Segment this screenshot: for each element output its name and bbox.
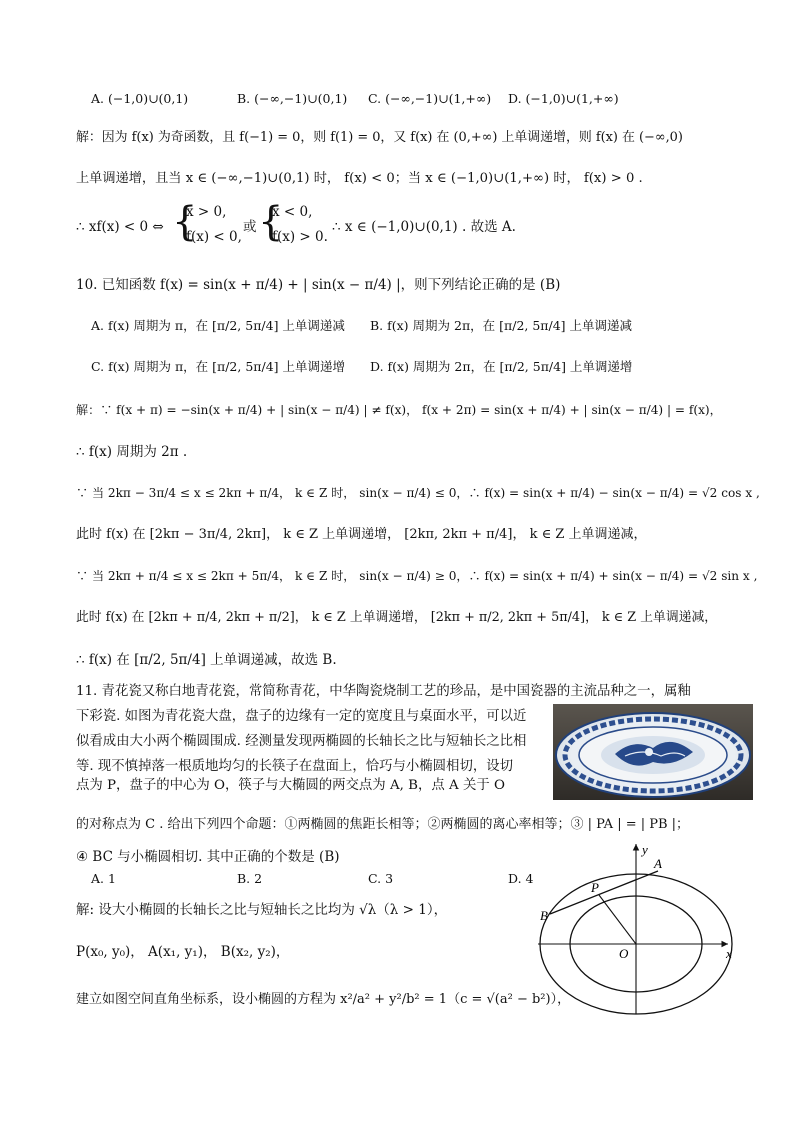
q11-solution-line-2: P(x₀, y₀)， A(x₁, y₁)， B(x₂, y₂)， [76,944,290,960]
label-b: B [540,908,548,923]
q9-equivalence-prefix: ∴ xf(x) < 0 ⇔ [76,219,164,235]
q11-option-b: B. 2 [237,871,263,886]
q10-solution-line-4: 此时 f(x) 在 [2kπ − 3π/4, 2kπ]， k ∈ Z 上单调递增， [2kπ, 2kπ + π/4]， k ∈ Z 上单调递减， [76,527,647,542]
q9-system-1-row-1: x > 0, [186,204,227,220]
q11-line-4: 等. 现不慎掉落一根质地均匀的长筷子在盘面上，恰巧与小椭圆相切，设切 [76,759,514,774]
q11-line-5: 点为 P，盘子的中心为 O，筷子与大椭圆的两交点为 A, B，点 A 关于 O [76,778,505,793]
label-a: A [654,856,662,871]
q11-line-3: 似看成由大小两个椭圆围成. 经测量发现两椭圆的长轴长之比与短轴长之比相 [76,734,527,749]
porcelain-plate-photo [553,704,753,800]
label-p: P [591,880,599,895]
q9-system-2-row-1: x < 0, [272,204,313,220]
q10-solution-line-5: ∵ 当 2kπ + π/4 ≤ x ≤ 2kπ + 5π/4， k ∈ Z 时， sin(x − π/4) ≥ 0，∴ f(x) = sin(x + π/4) + sin(x − π/4) = √2 sin x , [76,569,758,583]
segment-op [599,895,636,944]
q9-system-1-row-2: f(x) < 0, [186,229,242,245]
label-o: O [619,946,629,961]
q9-conclusion: ∴ x ∈ (−1,0)∪(0,1) . 故选 A. [332,219,516,235]
q11-solution-line-3: 建立如图空间直角坐标系，设小椭圆的方程为 x²/a² + y²/b² = 1（c = √(a² − b²)）， [76,992,571,1007]
q9-option-b: B. (−∞,−1)∪(0,1) [237,91,348,106]
q9-solution-line-2: 上单调递增，且当 x ∈ (−∞,−1)∪(0,1) 时， f(x) < 0；当 x ∈ (−1,0)∪(1,+∞) 时， f(x) > 0 . [76,171,643,186]
q11-line-2: 下彩瓷. 如图为青花瓷大盘，盘子的边缘有一定的宽度且与桌面水平，可以近 [76,709,527,724]
ellipse-diagram [530,838,740,1018]
q9-or: 或 [243,219,257,235]
q9-option-c: C. (−∞,−1)∪(1,+∞) [368,91,492,106]
q10-stem: 10. 已知函数 f(x) = sin(x + π/4) + | sin(x − π/4) |，则下列结论正确的是 (B) [76,277,561,293]
q9-solution-line-1: 解：因为 f(x) 为奇函数，且 f(−1) = 0，则 f(1) = 0，又 f(x) 在 (0,+∞) 上单调递增，则 f(x) 在 (−∞,0) [76,130,683,145]
q9-option-a: A. (−1,0)∪(0,1) [91,91,189,106]
q9-system-1 [172,198,242,254]
q9-brace-2: { [258,199,284,245]
q10-solution-line-3: ∵ 当 2kπ − 3π/4 ≤ x ≤ 2kπ + π/4， k ∈ Z 时， sin(x − π/4) ≤ 0，∴ f(x) = sin(x + π/4) − sin(x − π/4) = √2 cos x , [76,486,760,500]
q11-option-c: C. 3 [368,871,394,886]
label-x: x [726,946,732,961]
q10-option-b: B. f(x) 周期为 2π，在 [π/2, 5π/4] 上单调递减 [370,318,633,333]
q11-solution-line-1: 解: 设大小椭圆的长轴长之比与短轴长之比均为 √λ（λ > 1）， [76,902,448,918]
q11-line-6: 的对称点为 C . 给出下列四个命题：①两椭圆的焦距长相等；②两椭圆的离心率相等；③ | PA | = | PB |； [76,817,690,832]
q9-system-2-row-2: f(x) > 0. [272,229,328,245]
q9-brace-1: { [172,199,198,245]
q10-solution-line-6: 此时 f(x) 在 [2kπ + π/4, 2kπ + π/2]， k ∈ Z 上单调递增， [2kπ + π/2, 2kπ + 5π/4]， k ∈ Z 上单调递减， [76,610,718,625]
q10-solution-line-1: 解：∵ f(x + π) = −sin(x + π/4) + | sin(x − π/4) | ≠ f(x)， f(x + 2π) = sin(x + π/4) + | sin(x − π/4) | = f(x)， [76,403,722,417]
q9-system-2 [258,198,328,254]
q10-option-c: C. f(x) 周期为 π，在 [π/2, 5π/4] 上单调递增 [91,359,346,374]
q11-option-d: D. 4 [508,871,534,886]
label-y: y [642,842,648,857]
q10-solution-line-2: ∴ f(x) 周期为 2π . [76,444,188,460]
q9-option-d: D. (−1,0)∪(1,+∞) [508,91,619,106]
q11-line-7: ④ BC 与小椭圆相切. 其中正确的个数是 (B) [76,849,340,865]
q10-solution-line-7: ∴ f(x) 在 [π/2, 5π/4] 上单调递减，故选 B. [76,652,337,668]
q11-option-a: A. 1 [91,871,116,886]
q11-line-1: 11. 青花瓷又称白地青花瓷，常简称青花，中华陶瓷烧制工艺的珍品，是中国瓷器的主流品种之一，属釉 [76,684,691,699]
q10-option-a: A. f(x) 周期为 π，在 [π/2, 5π/4] 上单调递减 [91,318,345,333]
q10-option-d: D. f(x) 周期为 2π，在 [π/2, 5π/4] 上单调递增 [370,359,633,374]
